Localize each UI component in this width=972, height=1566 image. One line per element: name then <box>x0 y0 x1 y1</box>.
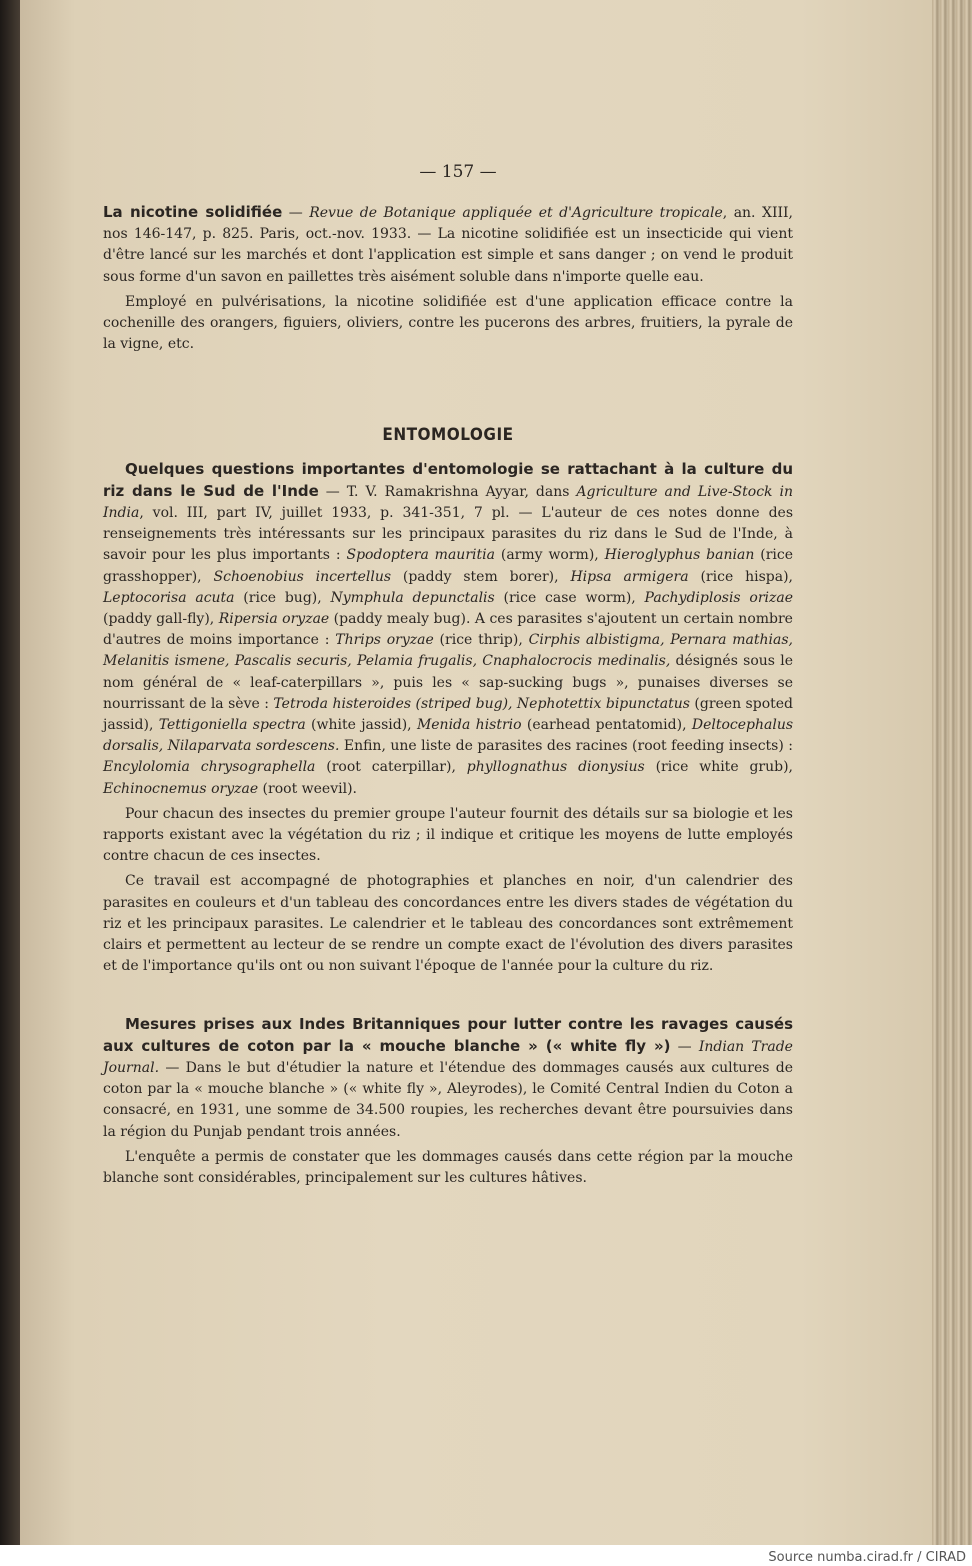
paragraph: Employé en pulvérisations, la nicotine solidifiée est d'une application efficace contre la cochenille des orangers, figuiers, oliviers, contre les pucerons des arbres, fruitiers, la pyrale de la vigne, etc. <box>103 293 793 353</box>
paragraph-text: — Dans le but d'étudier la nature et l'étendue des dommages causés aux cultures de coton par la « mouche blanche » (« white fly », Aleyrodes), le Comité Central Indien du Coton a consacré, en 1931, une somme de 34.500 roupies, les recherches devant être poursuivies dans la région du Punjab pendant trois années. <box>103 1059 793 1140</box>
article-title: Mesures prises aux Indes Britanniques pour lutter contre les ravages causés aux cultures de coton par la « mouche blanche » (« white fly ») <box>103 1014 793 1055</box>
species-name: Hieroglyphus banian <box>604 547 755 564</box>
source-footer-bar <box>0 1545 972 1566</box>
text: (paddy gall-fly), <box>103 611 219 628</box>
citation-dash: — <box>282 205 310 221</box>
page-number: — 157 — <box>419 162 497 182</box>
species-name: Menida histrio <box>416 717 522 734</box>
text: (rice bug), <box>234 589 331 606</box>
species-name: Ripersia oryzae <box>218 611 330 628</box>
text: Enfin, une liste de parasites des racines (root feeding insects) : <box>339 738 793 755</box>
text: (rice white grub), <box>644 759 794 776</box>
journal-name: Revue de Botanique appliquée et d'Agriculture tropicale <box>309 205 723 221</box>
paragraph: Pour chacun des insectes du premier groupe l'auteur fournit des détails sur sa biologie et les rapports existant avec la végétation du riz ; il indique et critique les moyens de lutte employés contre chacun de ces insectes. <box>103 805 793 865</box>
species-name: Tettigoniella spectra <box>158 717 306 734</box>
text: (army worm), <box>494 547 605 564</box>
species-name: Schoenobius incertellus <box>213 568 392 585</box>
species-name: Pachydiplosis orizae <box>644 589 793 606</box>
text: (paddy stem borer), <box>391 568 571 585</box>
text: (paddy mealy bug). A ces parasites s'ajoutent un certain nombre d'autres de moins importance : <box>103 611 793 649</box>
paragraph-text: La nicotine solidifiée est un insecticide qui vient d'être lancé sur les marchés et dont l'application est simple et sans danger ; on vend le produit sous forme d'un savon en paillettes très aisément soluble dans n'importe quelle eau. <box>103 226 793 285</box>
section-heading: ENTOMOLOGIE <box>382 425 514 446</box>
journal-name: Agriculture and Live-Stock in India <box>103 483 793 522</box>
text: (green spoted jassid), <box>103 695 793 734</box>
species-name: Cirphis albistigma, Pernara mathias, Melanitis ismene, Pascalis securis, Pelamia frugalis, Cnaphalocrocis medinalis, <box>103 632 794 670</box>
species-name: Nymphula depunctalis <box>330 589 495 606</box>
text: (rice thrip), <box>433 632 529 649</box>
article-rice-entomology <box>103 459 793 800</box>
species-name: phyllognathus dionysius <box>466 759 645 776</box>
species-name: Spodoptera mauritia <box>346 547 495 564</box>
article-white-fly <box>103 1014 793 1143</box>
article-title: La nicotine solidifiée <box>103 203 283 221</box>
citation-ref: , vol. III, part IV, juillet 1933, p. 341-351, 7 pl. — <box>139 505 542 522</box>
species-name: Echinocnemus oryzae <box>103 780 259 797</box>
species-name: Tetroda histeroides (striped bug), Nephotettix bipunctatus <box>273 695 690 712</box>
species-name: Hipsa armigera <box>570 568 689 585</box>
journal-name: Indian Trade Journal. <box>103 1038 793 1076</box>
paragraph: L'enquête a permis de constater que les dommages causés dans cette région par la mouche blanche sont considérables, principalement sur les cultures hâtives. <box>103 1148 793 1186</box>
text: (root weevil). <box>258 780 357 797</box>
species-name: Encylolomia chrysographella <box>103 759 316 776</box>
spacer <box>103 982 793 1008</box>
citation-ref: , an. XIII, nos 146-147, p. 825. Paris, oct.-nov. 1933. — <box>103 205 794 243</box>
species-name: Thrips oryzae <box>335 632 434 649</box>
text: (rice grasshopper), <box>103 547 794 585</box>
text: (rice case worm), <box>494 589 645 606</box>
citation-dash: — <box>670 1038 699 1055</box>
text: (root caterpillar), <box>315 759 467 776</box>
source-credit: Source numba.cirad.fr / CIRAD <box>768 1550 966 1565</box>
text: désignés sous le nom général de « leaf-caterpillars », puis les « sap-sucking bugs », punaises diverses se nourrissant de la sève : <box>103 653 793 712</box>
text: L'auteur de ces notes donne des renseignements très intéressants sur les principaux parasites du riz dans le Sud de l'Inde, à savoir pour les plus importants : <box>103 505 794 564</box>
author-line: — T. V. Ramakrishna Ayyar, dans <box>318 483 577 500</box>
article-nicotine-citation <box>103 202 793 288</box>
text: (earhead pentatomid), <box>521 717 692 734</box>
page-text <box>103 160 793 1193</box>
species-name: Deltocephalus dorsalis, Nilaparvata sordescens. <box>103 717 794 755</box>
text: (rice hispa), <box>688 568 793 585</box>
text: (white jassid), <box>305 717 417 734</box>
page-edges <box>932 0 972 1545</box>
paragraph: Ce travail est accompagné de photographies et planches en noir, d'un calendrier des parasites en couleurs et d'un tableau des concordances entre les divers stades de végétation du riz et les principaux parasites. Le calendrier et le tableau des concordances sont extrêmement clairs et permettent au lecteur de se rendre un compte exact de l'évolution des divers parasites et de l'importance qu'ils ont ou non suivant l'époque de l'année pour la culture du riz. <box>103 873 793 975</box>
species-name: Leptocorisa acuta <box>103 589 235 606</box>
article-title: Quelques questions importantes d'entomologie se rattachant à la culture du riz dans le Sud de l'Inde <box>103 459 793 500</box>
